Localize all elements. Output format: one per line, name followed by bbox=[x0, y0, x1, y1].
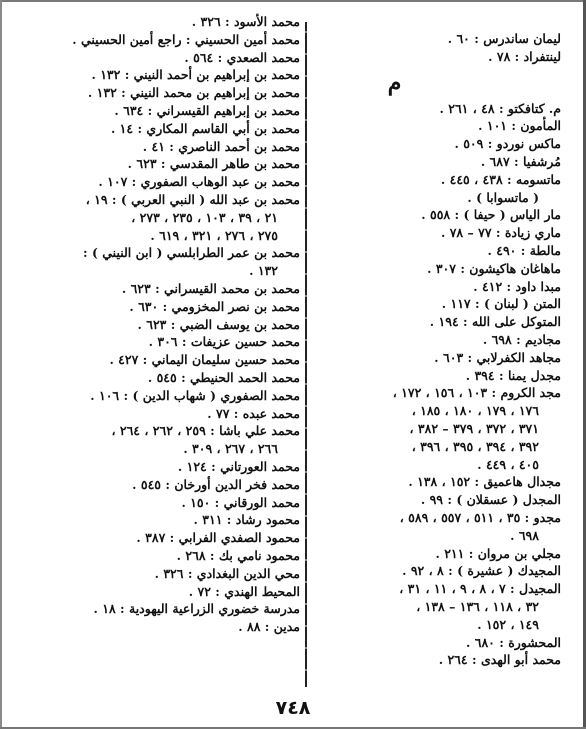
index-entry: محمد بن إبراهيم بن محمد النيني : ١٣٢ . bbox=[87, 85, 300, 101]
index-entry: محمد العورتاني : ١٢٤ . bbox=[177, 458, 300, 474]
index-entry: محمود رشاد : ٣١١ . bbox=[193, 512, 300, 528]
index-entry: المأمون : ١٠١ . bbox=[478, 118, 561, 134]
index-entry: المجيدك ( عشيرة ) : ٨ ، ٩٢ . bbox=[402, 563, 561, 579]
index-entry: م. كتافكتو : ٤٨ ، ٢٦١ . bbox=[439, 100, 561, 116]
index-entry: ماكس نوردو : ٥٠٩ . bbox=[454, 136, 561, 152]
index-entry: مدين : ٨٨ . bbox=[238, 619, 300, 635]
index-entry: محمد بن عمر الطرابلسي ( ابن النيني ) : bbox=[83, 245, 300, 261]
index-entry: محمد بن طاهر المقدسي : ٦٢٣ . bbox=[127, 156, 300, 172]
index-entry: محمد بن نصر المخزومي : ٦٣٠ . bbox=[129, 298, 300, 314]
index-entry: مجلي بن مروان : ٢١١ . bbox=[435, 545, 561, 561]
index-entry: مجاديم : ٦٩٨ . bbox=[482, 331, 561, 347]
index-entry: مالطة : ٤٩٠ . bbox=[487, 242, 561, 258]
index-entry: مجاهد الكفرلابي : ٦٠٣ . bbox=[434, 349, 561, 365]
index-entry-continuation: ( ماتسوابا ) . bbox=[467, 189, 539, 205]
index-entry: محمد فخر الدين أورخان : ٥٤٥ . bbox=[132, 476, 300, 492]
window-border-left bbox=[0, 0, 2, 729]
index-entry: محمد بن عبد الله ( النبي العربي ) : ١٩ ، bbox=[85, 191, 300, 207]
index-entry-continuation: ٢٦٦ ، ٢٦٧ ، ٣٠٩ . bbox=[183, 441, 278, 457]
index-entry-continuation: ١٣٢ . bbox=[249, 263, 278, 279]
index-entry: مار الياس ( حيفا ) : ٥٥٨ . bbox=[421, 207, 561, 223]
page-number: ٧٤٨ bbox=[275, 697, 311, 719]
index-entry: محمد أبو الهدى : ٢٦٤ . bbox=[438, 652, 561, 668]
index-entry-continuation: ٢١ ، ٣٩ ، ١٠٣ ، ٢٣٥ ، ٢٧٣ ، bbox=[131, 209, 278, 225]
index-entry-continuation: ٣٧١ ، ٣٧٢ ، ٣٧٩ – ٣٨٢ ، bbox=[409, 420, 539, 436]
index-entry: المجدل ( عسقلان ) : ٩٩ . bbox=[420, 492, 561, 508]
index-entry: مدرسة خضوري الزراعية اليهودية : ١٨ . bbox=[93, 601, 300, 617]
index-entry-continuation: ٢٧٥ ، ٢٧٦ ، ٣٢١ ، ٦١٩ . bbox=[150, 227, 278, 243]
index-entry-continuation: ٣٢ ، ١١٨ ، ١٣٦ – ١٣٨ ، bbox=[416, 598, 539, 614]
index-entry: محمد بن محمد القيسراني : ٦٢٣ . bbox=[121, 280, 300, 296]
index-entry: المتوكل على الله : ١٩٤ . bbox=[429, 314, 561, 330]
index-entry: مجدال هاعميق : ١٥٢ ، ١٣٨ . bbox=[408, 474, 561, 490]
index-entry: محمد بن إبراهيم بن أحمد النيني : ١٣٢ . bbox=[91, 67, 300, 83]
index-entry: مبدا داود : ٤١٢ . bbox=[473, 278, 561, 294]
window-border-top bbox=[0, 0, 586, 2]
index-entry: محمد الورقاني : ١٥٠ . bbox=[181, 494, 300, 510]
index-entry-continuation: ١٧٦ ، ١٧٩ ، ١٨٠ ، ١٨٥ ، bbox=[411, 403, 539, 419]
index-entry: مُرشفيا : ٦٨٧ . bbox=[480, 153, 561, 169]
index-entry: محمد بن أبي القاسم المكاري : ١٤ . bbox=[110, 120, 300, 136]
index-entry: مجدل يمنا : ٣٩٤ . bbox=[465, 367, 561, 383]
index-entry: المحشورة : ٦٨٠ . bbox=[466, 634, 561, 650]
index-entry: محمد علي باشا : ٢٥٩ ، ٢٦٢ ، ٢٦٤ ، bbox=[111, 423, 300, 439]
index-entry: المتن ( لبنان ) : ١١٧ . bbox=[441, 296, 561, 312]
index-entry: محمد بن يوسف الضبي : ٦٢٣ . bbox=[137, 316, 300, 332]
index-entry: لينتفراد : ٧٨ . bbox=[488, 48, 561, 64]
index-entry-continuation: ٣٩٢ ، ٣٩٤ ، ٣٩٥ ، ٣٩٦ ، bbox=[411, 438, 539, 454]
index-entry: محمد الأسود : ٣٢٦ . bbox=[191, 14, 300, 29]
index-column-left bbox=[40, 13, 300, 636]
index-entry: ماري زيادة : ٧٧ – ٧٨ . bbox=[441, 225, 561, 241]
index-entry-continuation: ١٤٩ ، ١٥٢ . bbox=[477, 616, 539, 632]
index-entry: محمود نامي بك : ٢٦٨ . bbox=[176, 547, 300, 563]
index-entry: محمد الصفوري ( شهاب الدين ) : ١٠٦ . bbox=[90, 387, 300, 403]
index-entry: محمد بن أحمد الناصري : ٤١ . bbox=[142, 138, 300, 154]
index-entry: المجيدل : ٧ ، ٨ ، ٩ ، ١١ ، ٣١ ، bbox=[399, 581, 561, 597]
index-entry: مجدو : ٣٥ ، ٥١١ ، ٥٥٧ ، ٥٨٩ ، bbox=[399, 509, 561, 525]
index-entry: محمد بن إبراهيم القيسراني : ٦٣٤ . bbox=[114, 102, 300, 118]
index-entry: محي الدين البغدادي : ٣٢٦ . bbox=[154, 565, 300, 581]
index-entry-continuation: ٦٩٨ . bbox=[510, 527, 539, 543]
index-entry: ليمان ساندرس : ٦٠ . bbox=[447, 31, 561, 46]
index-entry: محمد حسين عزيفات : ٣٠٦ . bbox=[148, 334, 300, 350]
index-entry: محمد حسين سليمان اليماني : ٤٢٧ . bbox=[109, 352, 300, 368]
index-entry: محمد بن عبد الوهاب الصفوري : ١٠٧ . bbox=[98, 174, 300, 190]
index-entry: محمد الحمد الحنيطي : ٥٤٥ . bbox=[147, 369, 300, 385]
index-entry: محمد الصعدي : ٥٦٤ . bbox=[184, 49, 300, 65]
index-entry: ماتسومه : ٤٣٨ ، ٤٤٥ . bbox=[440, 171, 561, 187]
index-entry: المحيط الهندي : ٧٢ . bbox=[188, 583, 300, 599]
index-column-right bbox=[318, 30, 561, 669]
index-entry: محمد عبده : ٧٧ . bbox=[207, 405, 300, 421]
column-divider bbox=[305, 22, 307, 687]
letter-heading: م bbox=[387, 69, 402, 96]
index-entry: ماهاغان هاكيشون : ٣٠٧ . bbox=[427, 260, 561, 276]
index-entry-continuation: ٤٠٥ ، ٤٤٩ . bbox=[477, 456, 539, 472]
index-entry: مجد الكروم : ١٠٣ ، ١٥٦ ، ١٧٢ ، bbox=[392, 385, 561, 401]
index-entry: محمود الصفدي الفرابي : ٣٨٧ . bbox=[136, 530, 300, 546]
index-entry: محمد أمين الحسيني : راجع أمين الحسيني . bbox=[72, 31, 300, 47]
